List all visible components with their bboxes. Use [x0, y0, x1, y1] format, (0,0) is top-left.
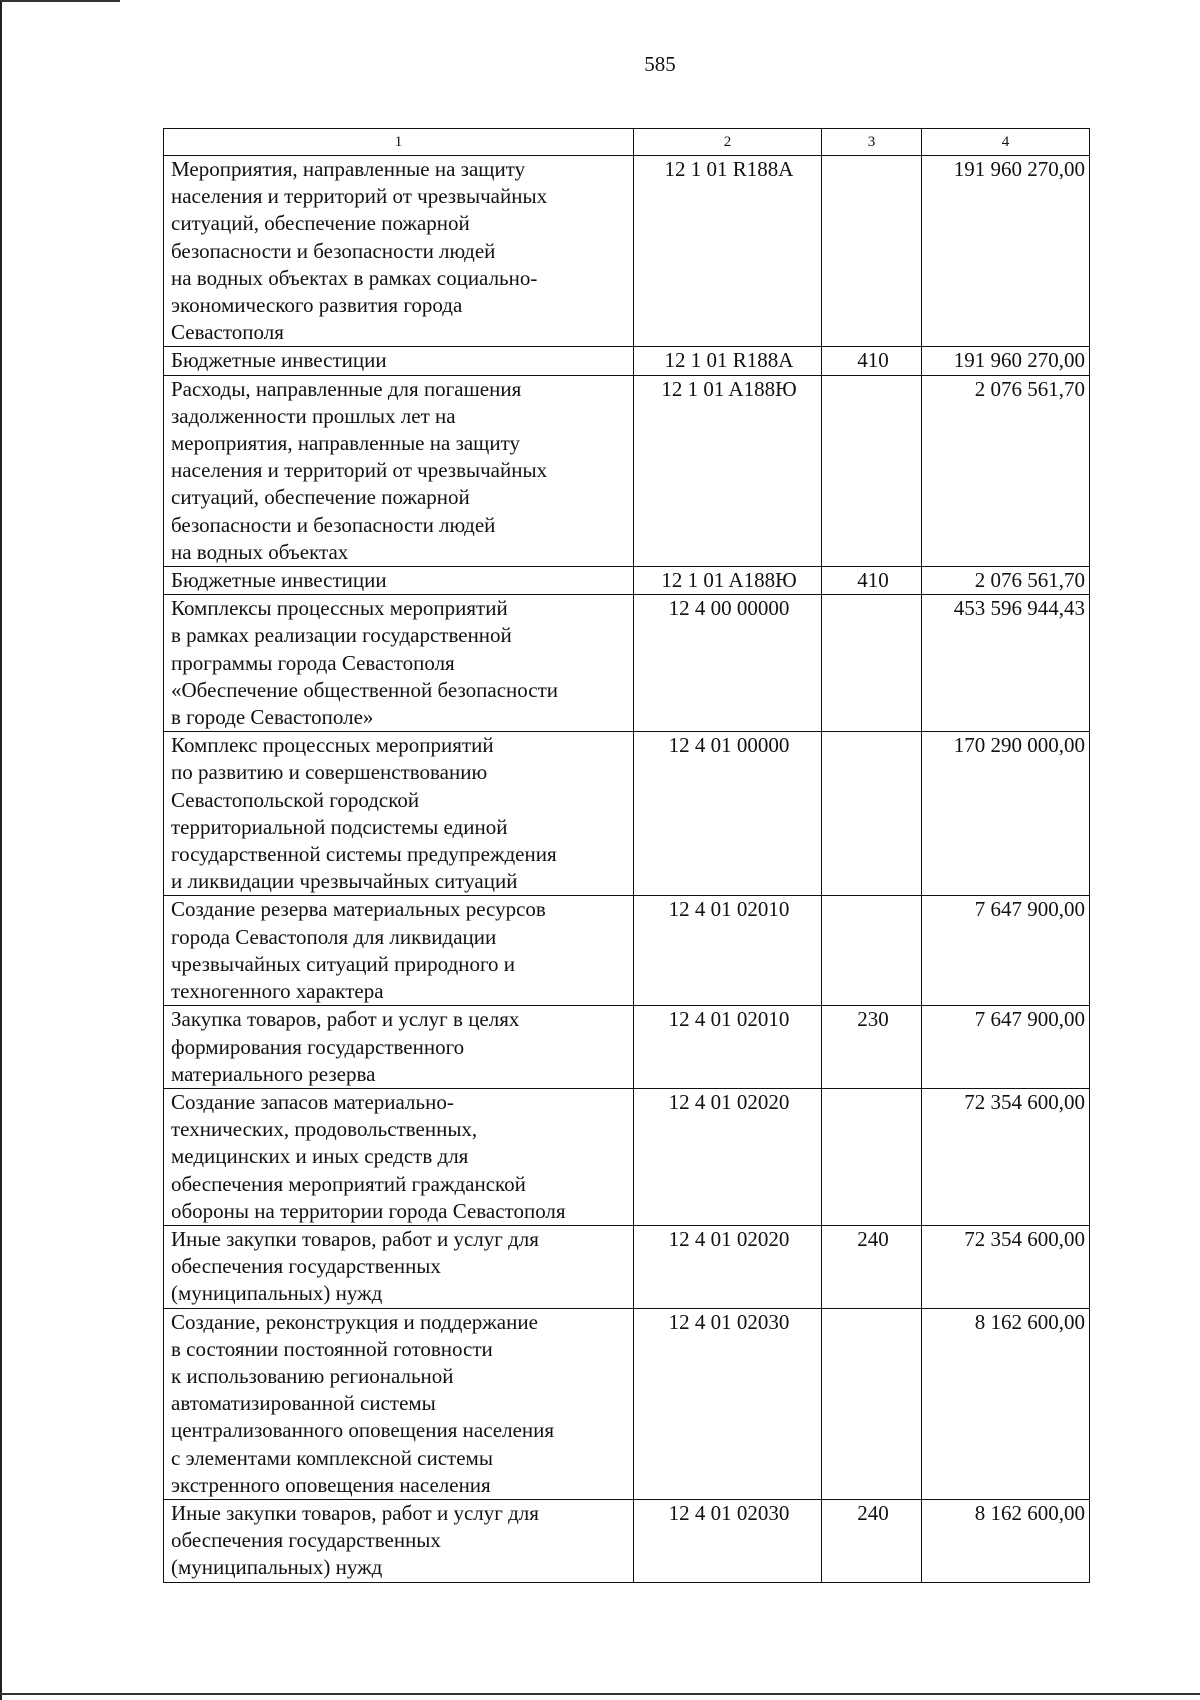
row-amount: 2 076 561,70	[922, 567, 1090, 595]
row-code: 12 1 01 A188Ю	[634, 567, 822, 595]
row-amount: 8 162 600,00	[922, 1499, 1090, 1582]
row-code: 12 4 01 02010	[634, 1006, 822, 1089]
row-amount: 170 290 000,00	[922, 732, 1090, 896]
row-type	[822, 896, 922, 1006]
row-type: 410	[822, 567, 922, 595]
row-amount: 72 354 600,00	[922, 1088, 1090, 1225]
row-code: 12 4 01 02010	[634, 896, 822, 1006]
table-row	[164, 896, 1090, 1006]
row-code: 12 1 01 A188Ю	[634, 375, 822, 566]
column-header-4: 4	[922, 129, 1090, 156]
row-amount: 8 162 600,00	[922, 1308, 1090, 1499]
row-type	[822, 595, 922, 732]
column-header-2: 2	[634, 129, 822, 156]
row-description: Комплекс процессных мероприятий по развитию и совершенствованию Севастопольской городской территориальной подсистемы единой государственной системы предупреждения и ликвидации чрезвычайных ситуаций	[164, 732, 634, 896]
scan-border-left	[0, 0, 2, 1700]
table-row	[164, 732, 1090, 896]
row-type: 240	[822, 1225, 922, 1308]
row-description: Бюджетные инвестиции	[164, 567, 634, 595]
page-number: 585	[644, 52, 676, 76]
row-amount: 72 354 600,00	[922, 1225, 1090, 1308]
row-description: Закупка товаров, работ и услуг в целях формирования государственного материального резерва	[164, 1006, 634, 1089]
row-type	[822, 375, 922, 566]
row-type: 230	[822, 1006, 922, 1089]
row-description: Создание резерва материальных ресурсов города Севастополя для ликвидации чрезвычайных ситуаций природного и техногенного характера	[164, 896, 634, 1006]
table-row	[164, 595, 1090, 732]
table-row	[164, 1088, 1090, 1225]
row-description: Мероприятия, направленные на защиту населения и территорий от чрезвычайных ситуаций, обеспечение пожарной безопасности и безопасности людей на водных объектах в рамках социально- экономического развития города Севастополя	[164, 156, 634, 347]
row-amount: 7 647 900,00	[922, 896, 1090, 1006]
column-header-1: 1	[164, 129, 634, 156]
scan-border-top	[0, 0, 120, 2]
table-row	[164, 1499, 1090, 1582]
row-type	[822, 156, 922, 347]
row-description: Иные закупки товаров, работ и услуг для обеспечения государственных (муниципальных) нужд	[164, 1499, 634, 1582]
row-type	[822, 1308, 922, 1499]
table-row	[164, 1225, 1090, 1308]
row-code: 12 4 00 00000	[634, 595, 822, 732]
row-code: 12 1 01 R188A	[634, 156, 822, 347]
scan-border-bottom	[0, 1693, 1200, 1695]
row-code: 12 1 01 R188A	[634, 347, 822, 375]
row-description: Создание запасов материально- технических, продовольственных, медицинских и иных средств для обеспечения мероприятий гражданской обороны на территории города Севастополя	[164, 1088, 634, 1225]
row-description: Создание, реконструкция и поддержание в состоянии постоянной готовности к использованию региональной автоматизированной системы централизованного оповещения населения с элементами комплексной системы экстренного оповещения населения	[164, 1308, 634, 1499]
row-code: 12 4 01 02020	[634, 1088, 822, 1225]
row-type: 410	[822, 347, 922, 375]
row-amount: 2 076 561,70	[922, 375, 1090, 566]
table-row	[164, 1006, 1090, 1089]
table-row	[164, 375, 1090, 566]
row-code: 12 4 01 02030	[634, 1308, 822, 1499]
row-description: Иные закупки товаров, работ и услуг для обеспечения государственных (муниципальных) нужд	[164, 1225, 634, 1308]
row-amount: 7 647 900,00	[922, 1006, 1090, 1089]
table-row	[164, 567, 1090, 595]
table-header-row	[164, 129, 1090, 156]
row-type	[822, 1088, 922, 1225]
row-description: Расходы, направленные для погашения задолженности прошлых лет на мероприятия, направленные на защиту населения и территорий от чрезвычайных ситуаций, обеспечение пожарной безопасности и безопасности людей на водных объектах	[164, 375, 634, 566]
row-code: 12 4 01 00000	[634, 732, 822, 896]
column-header-3: 3	[822, 129, 922, 156]
row-description: Бюджетные инвестиции	[164, 347, 634, 375]
row-amount: 191 960 270,00	[922, 347, 1090, 375]
row-code: 12 4 01 02030	[634, 1499, 822, 1582]
row-amount: 191 960 270,00	[922, 156, 1090, 347]
row-type: 240	[822, 1499, 922, 1582]
table-row	[164, 1308, 1090, 1499]
row-code: 12 4 01 02020	[634, 1225, 822, 1308]
budget-table	[163, 128, 1090, 1583]
row-amount: 453 596 944,43	[922, 595, 1090, 732]
row-description: Комплексы процессных мероприятий в рамках реализации государственной программы города Севастополя «Обеспечение общественной безопасности в городе Севастополе»	[164, 595, 634, 732]
row-type	[822, 732, 922, 896]
table-row	[164, 156, 1090, 347]
table-row	[164, 347, 1090, 375]
